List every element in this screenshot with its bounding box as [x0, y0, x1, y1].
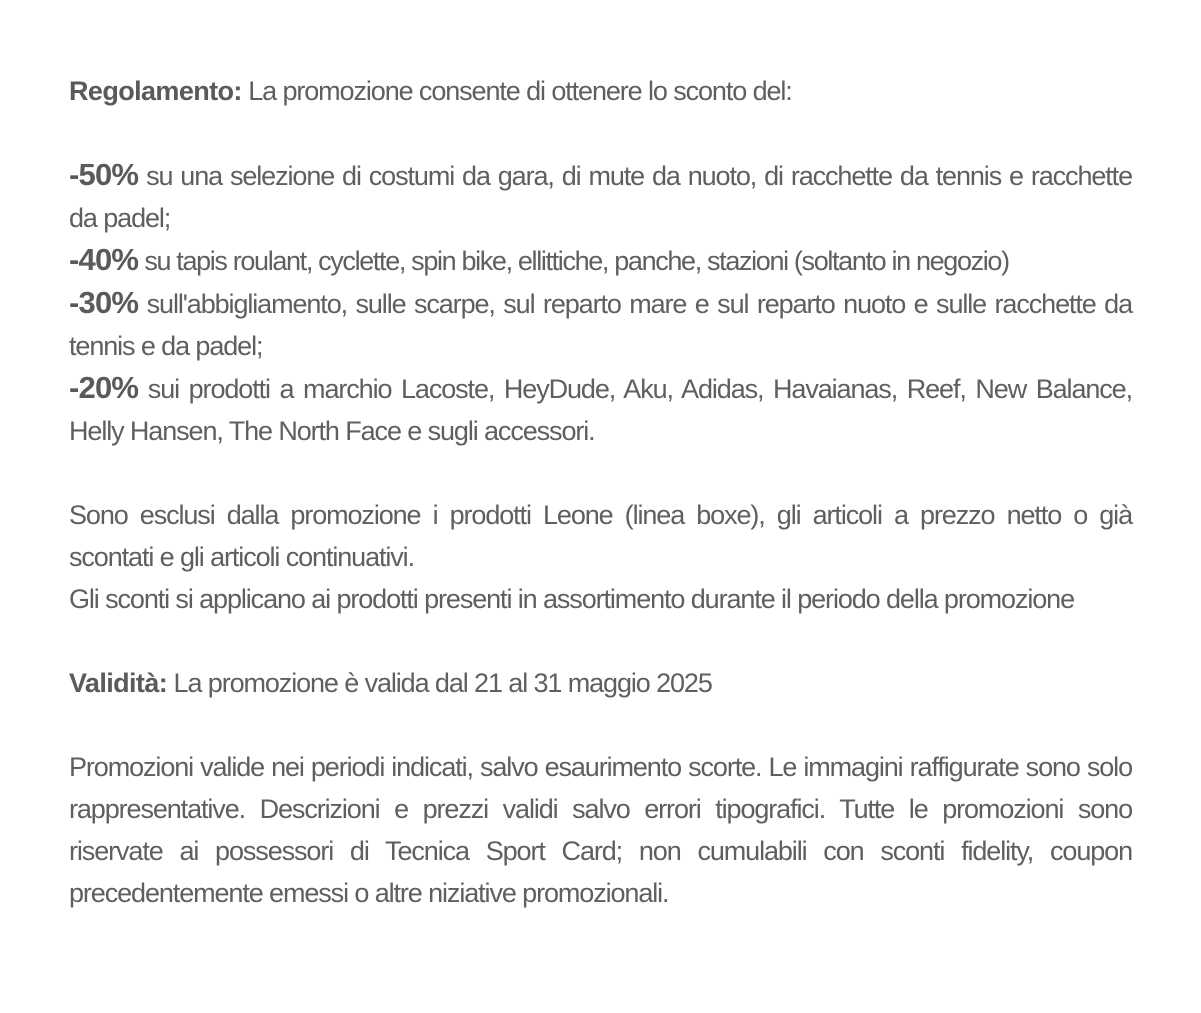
discount-description: sull'abbigliamento, sulle scarpe, sul reparto mare e sul reparto nuoto e sulle racchette da tennis e da padel;	[69, 289, 1132, 361]
regolamento-text: La promozione consente di ottenere lo sconto del:	[241, 76, 792, 106]
spacer	[69, 620, 1132, 662]
discount-description: su una selezione di costumi da gara, di mute da nuoto, di racchette da tennis e racchette da padel;	[69, 161, 1132, 233]
discount-item-20	[69, 367, 1132, 452]
validita-label: Validità:	[69, 668, 168, 698]
discount-percent: -50%	[69, 157, 139, 192]
regolamento-label: Regolamento:	[69, 76, 242, 106]
discount-description: sui prodotti a marchio Lacoste, HeyDude, Aku, Adidas, Havaianas, Reef, New Balance, Helly Hansen, The North Face e sugli accessori.	[69, 374, 1132, 446]
spacer	[69, 452, 1132, 494]
discount-percent: -20%	[69, 370, 139, 405]
exclusions-paragraph: Sono esclusi dalla promozione i prodotti Leone (linea boxe), gli articoli a prezzo netto o già scontati e gli articoli continuativi.	[69, 500, 1132, 572]
validita-paragraph	[69, 662, 1132, 704]
promotion-terms-document	[69, 70, 1132, 914]
discount-item-40	[69, 239, 1132, 282]
discount-item-30	[69, 282, 1132, 367]
discount-percent: -30%	[69, 285, 139, 320]
discount-description: su tapis roulant, cyclette, spin bike, ellittiche, panche, stazioni (soltanto in negozio)	[138, 246, 1009, 276]
disclaimer-paragraph: Promozioni valide nei periodi indicati, salvo esaurimento scorte. Le immagini raffigurate sono solo rappresentative. Descrizioni e prezzi validi salvo errori tipografici. Tutte le promozioni sono riservate ai possessori di Tecnica Sport Card; non cumulabili con sconti fidelity, coupon precedentemente emessi o altre niziative promozionali.	[69, 752, 1132, 908]
discount-item-50	[69, 154, 1132, 239]
validita-text: La promozione è valida dal 21 al 31 maggio 2025	[167, 668, 712, 698]
spacer	[69, 704, 1132, 746]
discount-percent: -40%	[69, 242, 139, 277]
regolamento-paragraph	[69, 70, 1132, 112]
applicability-paragraph: Gli sconti si applicano ai prodotti presenti in assortimento durante il periodo della promozione	[69, 584, 1075, 614]
spacer	[69, 112, 1132, 154]
